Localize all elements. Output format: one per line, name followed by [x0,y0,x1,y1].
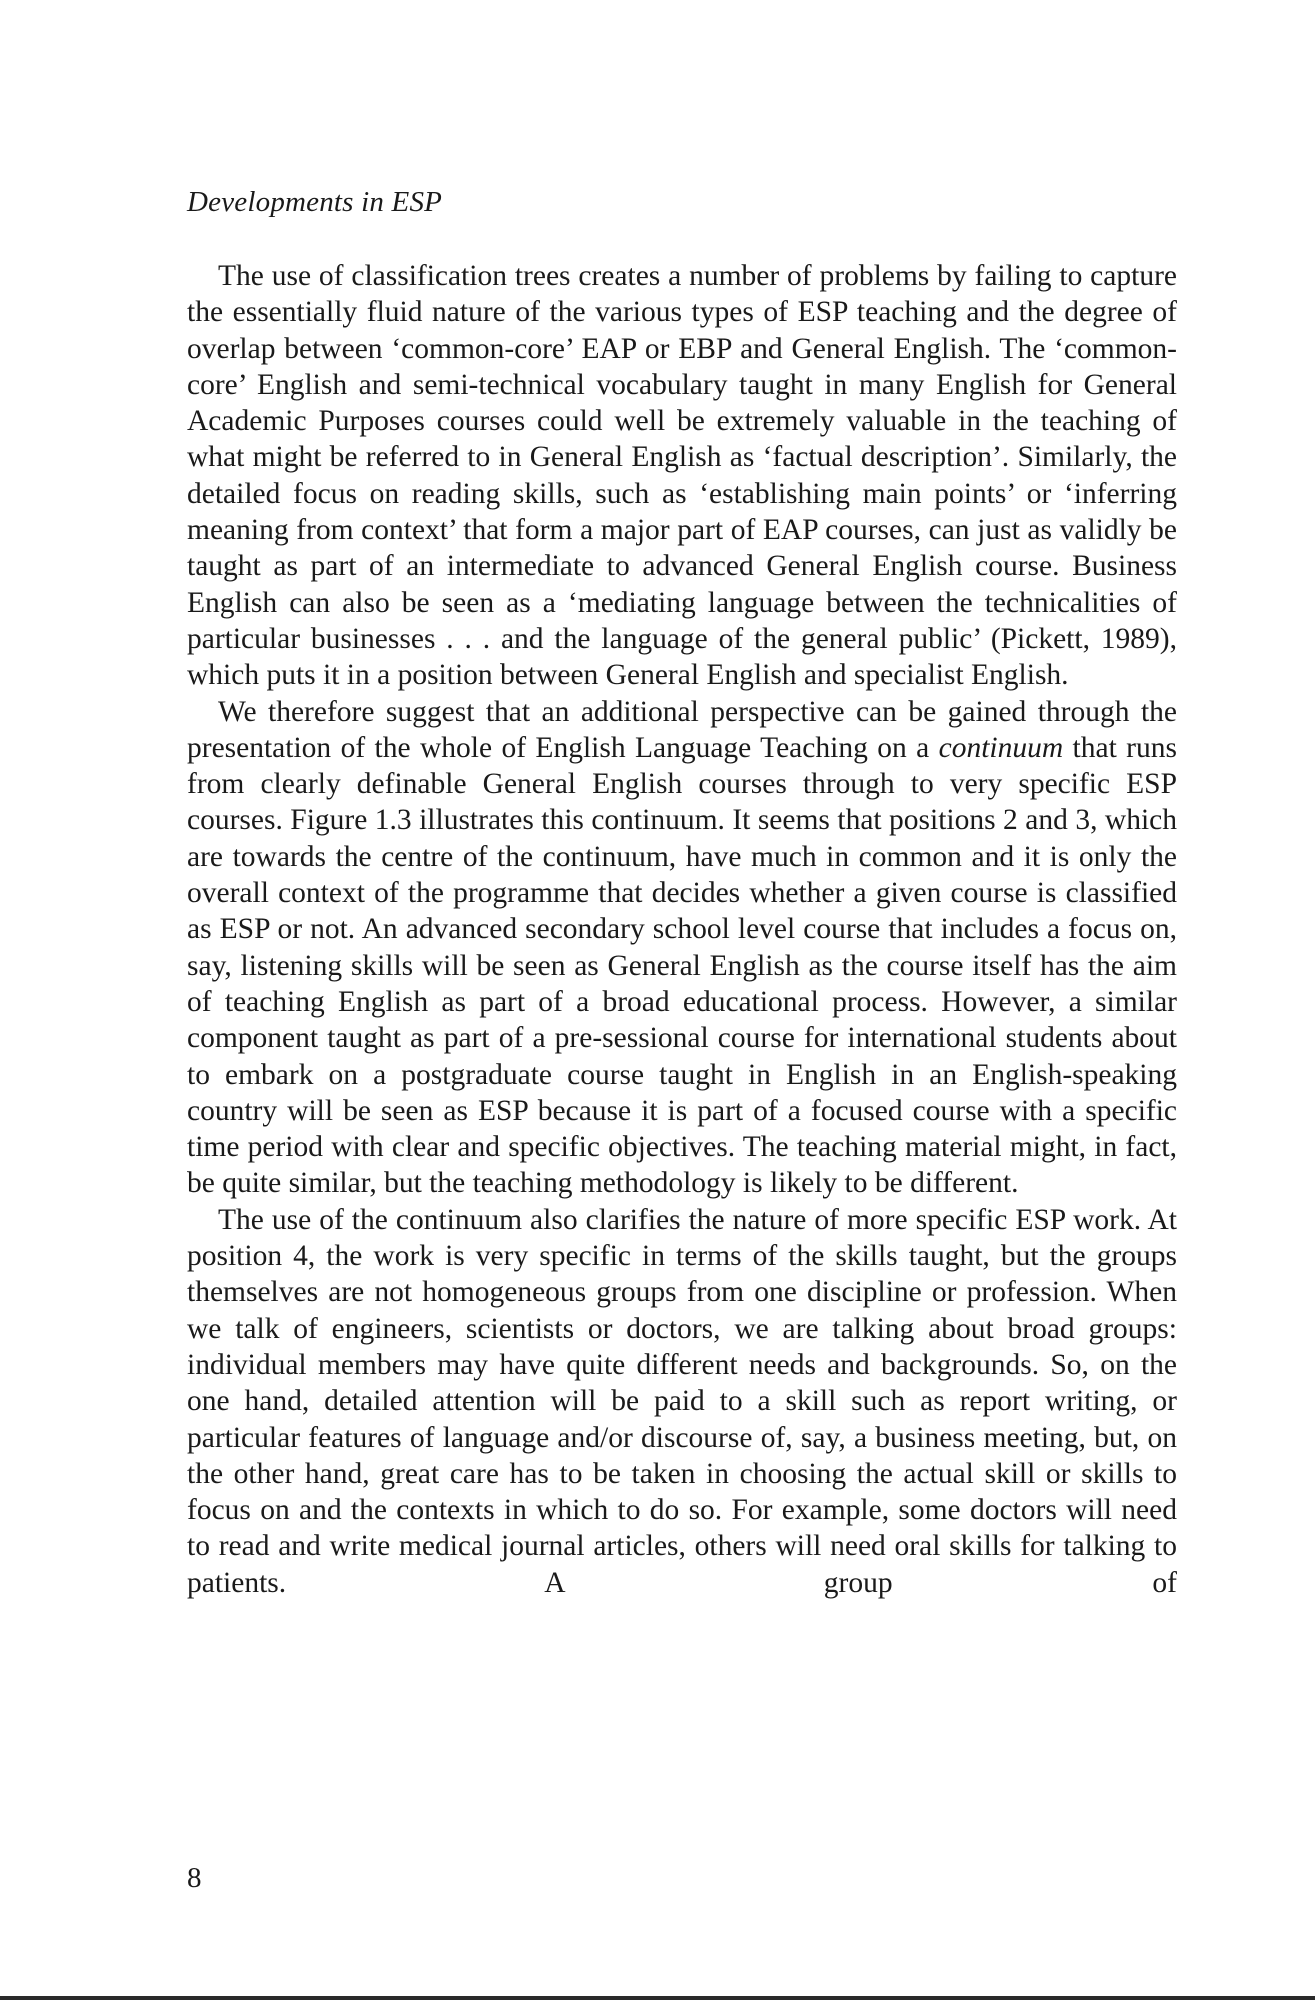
paragraph-1 [187,258,1177,694]
continuum-emphasis: continuum [938,731,1064,764]
paragraph-3 [187,1202,1177,1601]
page-number: 8 [187,1862,202,1894]
paragraph-2 [187,694,1177,1202]
running-head: Developments in ESP [187,186,443,218]
paragraph-2-text-b: that runs from clearly definable General English courses through to very specific ESP courses. Figure 1.3 illustrates this continuum. It seems that positions 2 and 3, which are towards the centre of the continuum, have much in common and it is only the overall context of the programme that decides whether a given course is classified as ESP or not. An advanced secondary school level course that includes a focus on, say, listening skills will be seen as General English as the course itself has the aim of teaching English as part of a broad educational process. However, a similar component taught as part of a pre-sessional course for international students about to embark on a postgraduate course taught in English in an English-speaking country will be seen as ESP because it is part of a focused course with a specific time period with clear and specific objectives. The teaching material might, in fact, be quite similar, but the teaching methodology is likely to be different. [187,731,1177,1200]
paragraph-3-text: The use of the continuum also clarifies the nature of more specific ESP work. At position 4, the work is very specific in terms of the skills taught, but the groups themselves are not homogeneous groups from one discipline or profession. When we talk of engineers, scientists or doctors, we are talking about broad groups: individual members may have quite different needs and backgrounds. So, on the one hand, detailed attention will be paid to a skill such as report writing, or particular features of language and/or discourse of, say, a business meeting, but, on the other hand, great care has to be taken in choosing the actual skill or skills to focus on and the contexts in which to do so. For example, some doctors will need to read and write medical journal articles, others will need oral skills for talking to patients. A group of [187,1203,1177,1599]
body-text [187,258,1177,1601]
paragraph-1-text: The use of classification trees creates a number of problems by failing to capture the essentially fluid nature of the various types of ESP teaching and the degree of overlap between ‘common-core’ EAP or EBP and General English. The ‘common-core’ English and semi-technical vocabulary taught in many English for General Academic Purposes courses could well be extremely valuable in the teaching of what might be referred to in General English as ‘factual description’. Similarly, the detailed focus on reading skills, such as ‘establishing main points’ or ‘inferring meaning from context’ that form a major part of EAP courses, can just as validly be taught as part of an intermediate to advanced General English course. Business English can also be seen as a ‘mediating language between the technicalities of particular businesses . . . and the language of the general public’ (Pickett, 1989), which puts it in a position between General English and specialist English. [187,260,1177,692]
scan-edge-divider [0,1996,1315,2000]
paragraph-2-text-a: We therefore suggest that an additional perspective can be gained through the presentation of the whole of English Language Teaching on a [187,695,1177,764]
